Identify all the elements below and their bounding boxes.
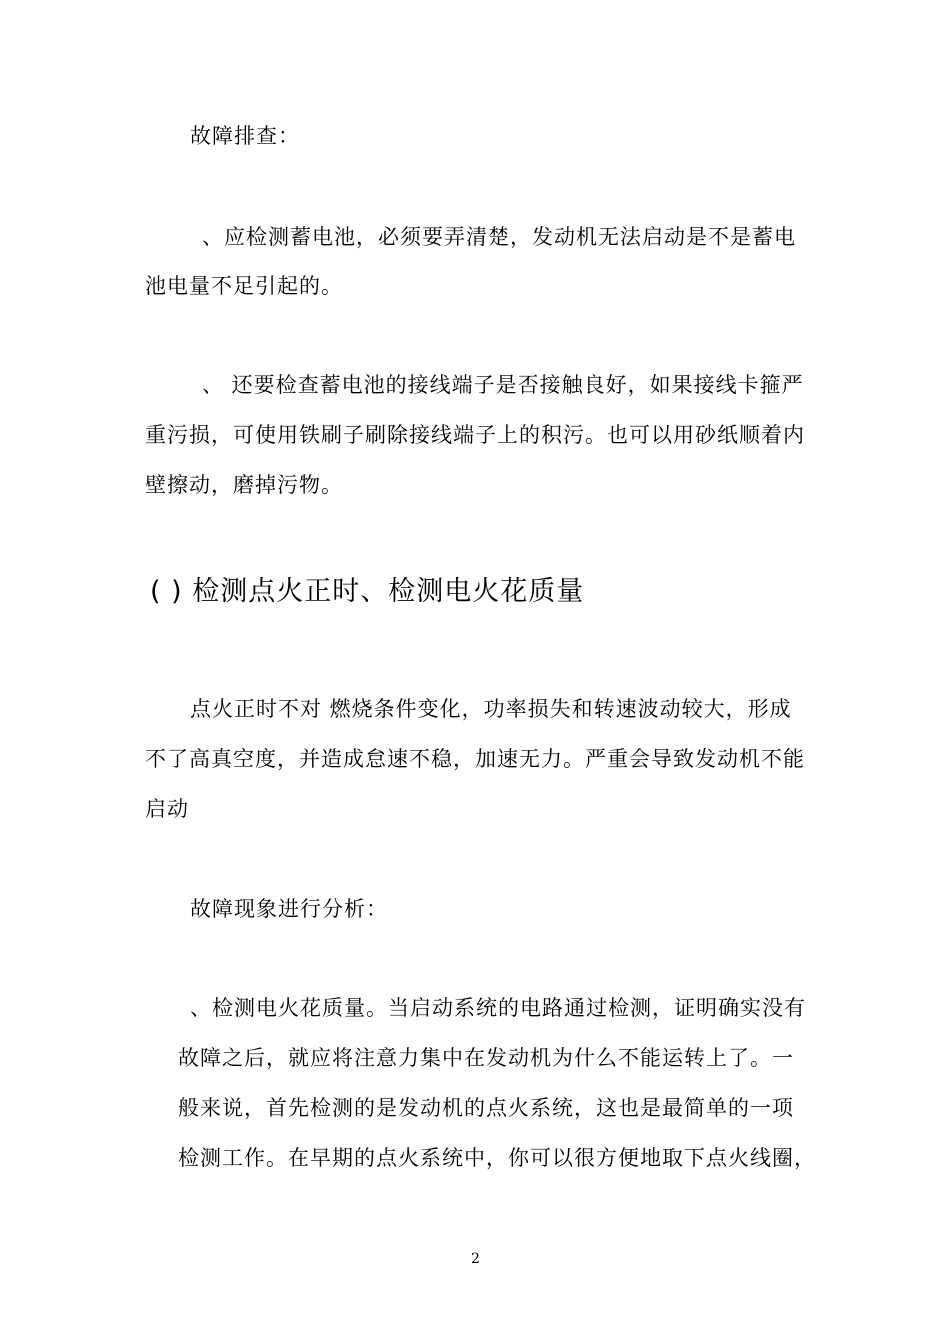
troubleshoot-label: 故障排查： [190,124,300,148]
spark-quality-line-4: 检测工作。在早期的点火系统中，你可以很方便地取下点火线圈， [178,1146,816,1170]
terminal-check-line-3: 壁擦动，磨掉污物。 [145,473,343,497]
terminal-check-line-1: 、 还要检查蓄电池的接线端子是否接触良好，如果接线卡箍严 [202,373,804,397]
battery-check-line-1: 、应检测蓄电池，必须要弄清楚，发动机无法启动是不是蓄电 [202,225,796,249]
section-heading: ( ) 检测点火正时、检测电火花质量 [150,576,585,607]
battery-check-line-2: 池电量不足引起的。 [145,274,343,298]
terminal-check-line-2: 重污损，可使用铁刷子刷除接线端子上的积污。也可以用砂纸顺着内 [145,423,805,447]
page-number: 2 [471,1251,480,1267]
ignition-timing-line-2: 不了高真空度，并造成怠速不稳，加速无力。严重会导致发动机不能 [145,747,805,771]
spark-quality-line-2: 故障之后，就应将注意力集中在发动机为什么不能运转上了。一 [178,1046,794,1070]
ignition-timing-line-1: 点火正时不对 燃烧条件变化，功率损失和转速波动较大，形成 [190,697,792,721]
spark-quality-line-3: 般来说，首先检测的是发动机的点火系统，这也是最简单的一项 [178,1096,794,1120]
ignition-timing-line-3: 启动 [145,797,189,821]
spark-quality-line-1: 、检测电火花质量。当启动系统的电路通过检测，证明确实没有 [190,996,806,1020]
analysis-label: 故障现象进行分析： [190,897,388,921]
